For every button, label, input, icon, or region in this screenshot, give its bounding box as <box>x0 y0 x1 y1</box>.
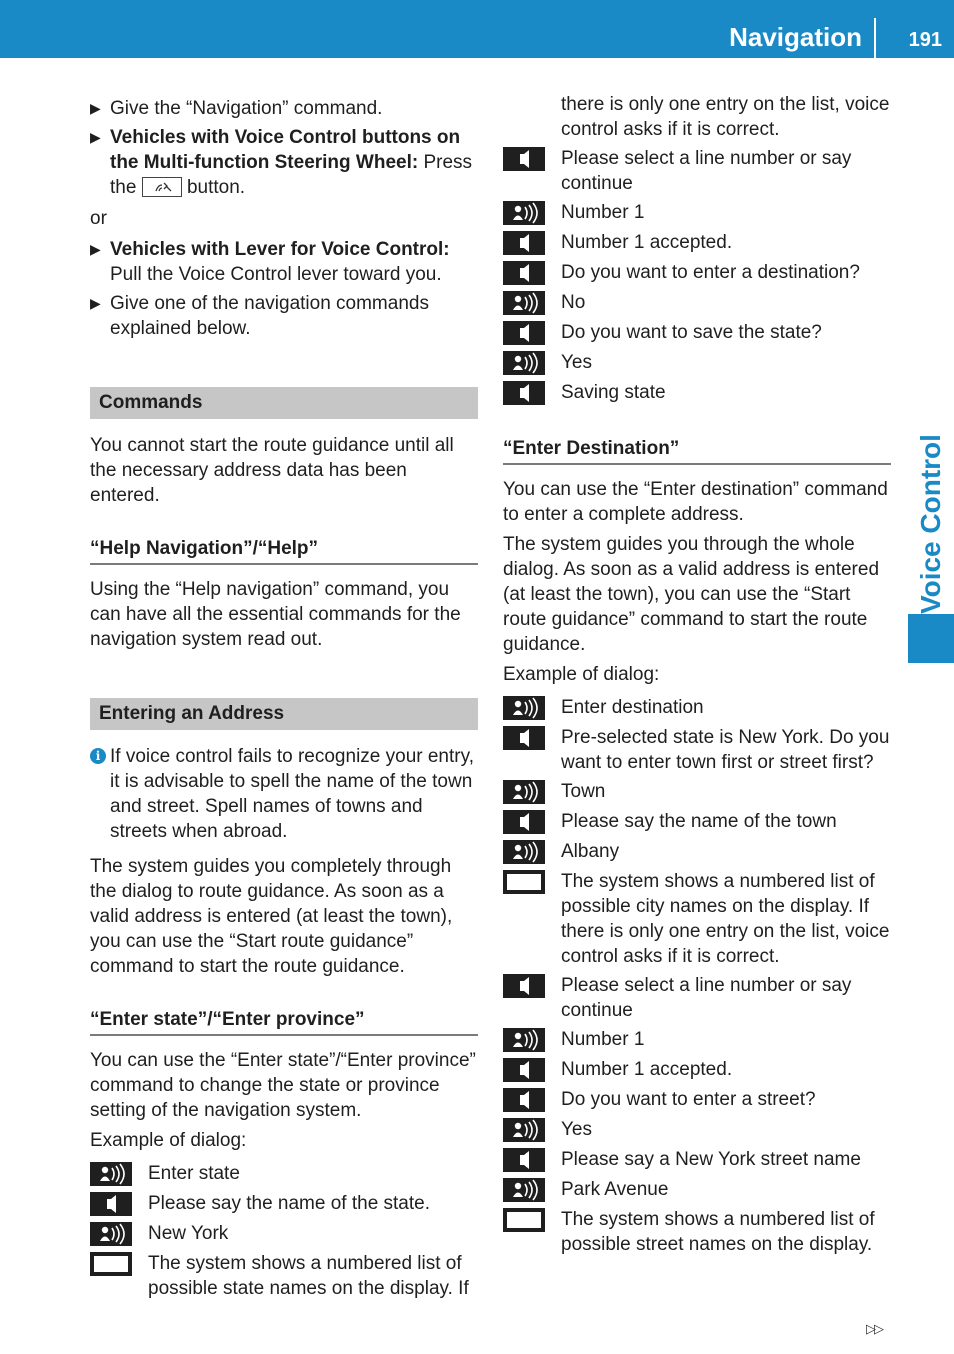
step-text: Give one of the navigation commands explained below. <box>110 293 429 339</box>
step-text: Pull the Voice Control lever toward you. <box>110 264 442 285</box>
step-arrow-icon: ▶ <box>90 295 101 311</box>
dialog-text: Park Avenue <box>561 1179 669 1200</box>
dialog-row <box>503 290 891 316</box>
dest-text: The system guides you through the whole dialog. As soon as a valid address is entered (at least the town), you can use the “Start route guidance” command to start the route guidance. <box>503 534 880 655</box>
user-speech-icon <box>503 1027 545 1053</box>
dialog-text: Do you want to save the state? <box>561 322 822 343</box>
dialog-text: The system shows a numbered list of possible street names on the display. <box>561 1209 875 1255</box>
dialog-text: Yes <box>561 1119 592 1140</box>
dialog-text: The system shows a numbered list of possible city names on the display. If there is only one entry on the list, voice control asks if it is correct. <box>561 871 890 967</box>
dialog-row <box>503 779 891 805</box>
system-speaker-icon <box>503 146 545 172</box>
system-speaker-icon <box>503 1087 545 1113</box>
dialog-row <box>503 869 891 969</box>
state-heading: “Enter state”/“Enter province” <box>90 1007 478 1036</box>
display-icon <box>90 1251 132 1277</box>
step-text: Give the “Navigation” command. <box>110 98 383 119</box>
continue-marker: ▷▷ <box>866 1321 882 1336</box>
dialog-text: Do you want to enter a destination? <box>561 262 860 283</box>
dialog-row <box>503 350 891 376</box>
step-arrow-icon: ▶ <box>90 241 101 257</box>
step-item <box>90 237 478 287</box>
info-icon: i <box>90 748 106 764</box>
system-speaker-icon <box>503 230 545 256</box>
step-arrow-icon: ▶ <box>90 129 101 145</box>
header-bar <box>0 0 954 58</box>
dialog-text: Albany <box>561 841 620 862</box>
dialog-row <box>503 1147 891 1173</box>
step-item <box>90 291 478 341</box>
dialog-row <box>90 1251 478 1301</box>
display-icon <box>503 869 545 895</box>
dialog-text: Town <box>561 781 606 802</box>
help-heading: “Help Navigation”/“Help” <box>90 536 478 565</box>
dialog-text: Please say the name of the town <box>561 811 837 832</box>
user-speech-icon <box>503 290 545 316</box>
dialog-text: No <box>561 292 586 313</box>
display-icon <box>503 1207 545 1233</box>
dialog-text: New York <box>148 1223 229 1244</box>
dialog-text: Pre-selected state is New York. Do you want to enter town first or street first? <box>561 727 890 773</box>
dialog-text: Saving state <box>561 382 666 403</box>
dialog-row <box>503 695 891 721</box>
system-speaker-icon <box>503 809 545 835</box>
address-heading: Entering an Address <box>90 698 478 730</box>
user-speech-icon <box>503 839 545 865</box>
dialog-list <box>503 146 891 406</box>
side-tab <box>908 58 954 663</box>
dialog-text: Please select a line number or say continue <box>561 148 852 194</box>
example-label: Example of dialog: <box>503 664 660 685</box>
system-speaker-icon <box>90 1191 132 1217</box>
left-column <box>90 92 478 1305</box>
dialog-text: Number 1 <box>561 202 645 223</box>
dialog-row <box>503 260 891 286</box>
step-bold: Vehicles with Voice Control buttons on the Multi-function Steering Wheel: <box>110 127 461 173</box>
commands-text: You cannot start the route guidance until all the necessary address data has been entered. <box>90 435 454 506</box>
help-text: Using the “Help navigation” command, you can have all the essential commands for the navigation system read out. <box>90 579 461 650</box>
dialog-row <box>503 146 891 196</box>
dialog-row <box>503 200 891 226</box>
section-title: Navigation <box>729 18 876 58</box>
side-tab-block <box>908 614 954 663</box>
dialog-text: Please say a New York street name <box>561 1149 861 1170</box>
step-arrow-icon: ▶ <box>90 100 101 116</box>
state-text: You can use the “Enter state”/“Enter province” command to change the state or province setting of the navigation system. <box>90 1050 476 1121</box>
dialog-row <box>503 839 891 865</box>
step-item <box>90 125 478 200</box>
dialog-text: Yes <box>561 352 592 373</box>
system-speaker-icon <box>503 380 545 406</box>
info-note <box>90 744 478 844</box>
right-column <box>503 92 891 1261</box>
step-bold: Vehicles with Lever for Voice Control: <box>110 239 450 260</box>
dialog-text: Number 1 <box>561 1029 645 1050</box>
user-speech-icon <box>503 200 545 226</box>
user-speech-icon <box>503 695 545 721</box>
dialog-row <box>503 725 891 775</box>
system-speaker-icon <box>503 320 545 346</box>
dialog-row <box>503 1087 891 1113</box>
dialog-text: Number 1 accepted. <box>561 232 733 253</box>
info-text: If voice control fails to recognize your entry, it is advisable to spell the name of the town and street. Spell names of towns and streets when abroad. <box>110 746 474 842</box>
example-label: Example of dialog: <box>90 1130 247 1151</box>
user-speech-icon <box>503 779 545 805</box>
dialog-row <box>503 1057 891 1083</box>
dialog-row <box>503 320 891 346</box>
user-speech-icon <box>90 1221 132 1247</box>
user-speech-icon <box>90 1161 132 1187</box>
dest-heading: “Enter Destination” <box>503 436 891 465</box>
dialog-row <box>503 973 891 1023</box>
dialog-row <box>90 1191 478 1217</box>
dialog-row <box>503 1027 891 1053</box>
dialog-row <box>503 1177 891 1203</box>
dialog-list <box>503 695 891 1257</box>
or-text: or <box>90 208 107 229</box>
system-speaker-icon <box>503 725 545 751</box>
dest-text: You can use the “Enter destination” command to enter a complete address. <box>503 479 888 525</box>
side-tab-label: Voice Control <box>915 434 946 614</box>
dialog-text: The system shows a numbered list of possible state names on the display. If <box>148 1253 469 1299</box>
system-speaker-icon <box>503 1057 545 1083</box>
dialog-row <box>503 1117 891 1143</box>
step-item <box>90 96 478 121</box>
dialog-text: Enter destination <box>561 697 704 718</box>
dialog-row <box>90 1221 478 1247</box>
dialog-row <box>503 230 891 256</box>
dialog-text: Please select a line number or say continue <box>561 975 852 1021</box>
system-speaker-icon <box>503 1147 545 1173</box>
dialog-text: Enter state <box>148 1163 240 1184</box>
dialog-row <box>503 1207 891 1257</box>
dialog-text: Do you want to enter a street? <box>561 1089 816 1110</box>
user-speech-icon <box>503 1117 545 1143</box>
dialog-text: Number 1 accepted. <box>561 1059 733 1080</box>
system-speaker-icon <box>503 260 545 286</box>
dialog-row <box>503 809 891 835</box>
step-text: Press the <box>110 152 473 198</box>
dialog-list <box>90 1161 478 1301</box>
dialog-row <box>503 380 891 406</box>
user-speech-icon <box>503 1177 545 1203</box>
dialog-row <box>90 1161 478 1187</box>
continued-text: there is only one entry on the list, voice control asks if it is correct. <box>561 94 890 140</box>
voice-button-icon <box>142 177 182 197</box>
page-number: 191 <box>908 29 942 51</box>
user-speech-icon <box>503 350 545 376</box>
dialog-text: Please say the name of the state. <box>148 1193 431 1214</box>
system-speaker-icon <box>503 973 545 999</box>
commands-heading: Commands <box>90 387 478 419</box>
address-text: The system guides you completely through the dialog to route guidance. As soon as a valid address is entered (at least the town), you can use the “Start route guidance” command to start the route guidance. <box>90 856 453 977</box>
step-text: button. <box>181 177 246 198</box>
